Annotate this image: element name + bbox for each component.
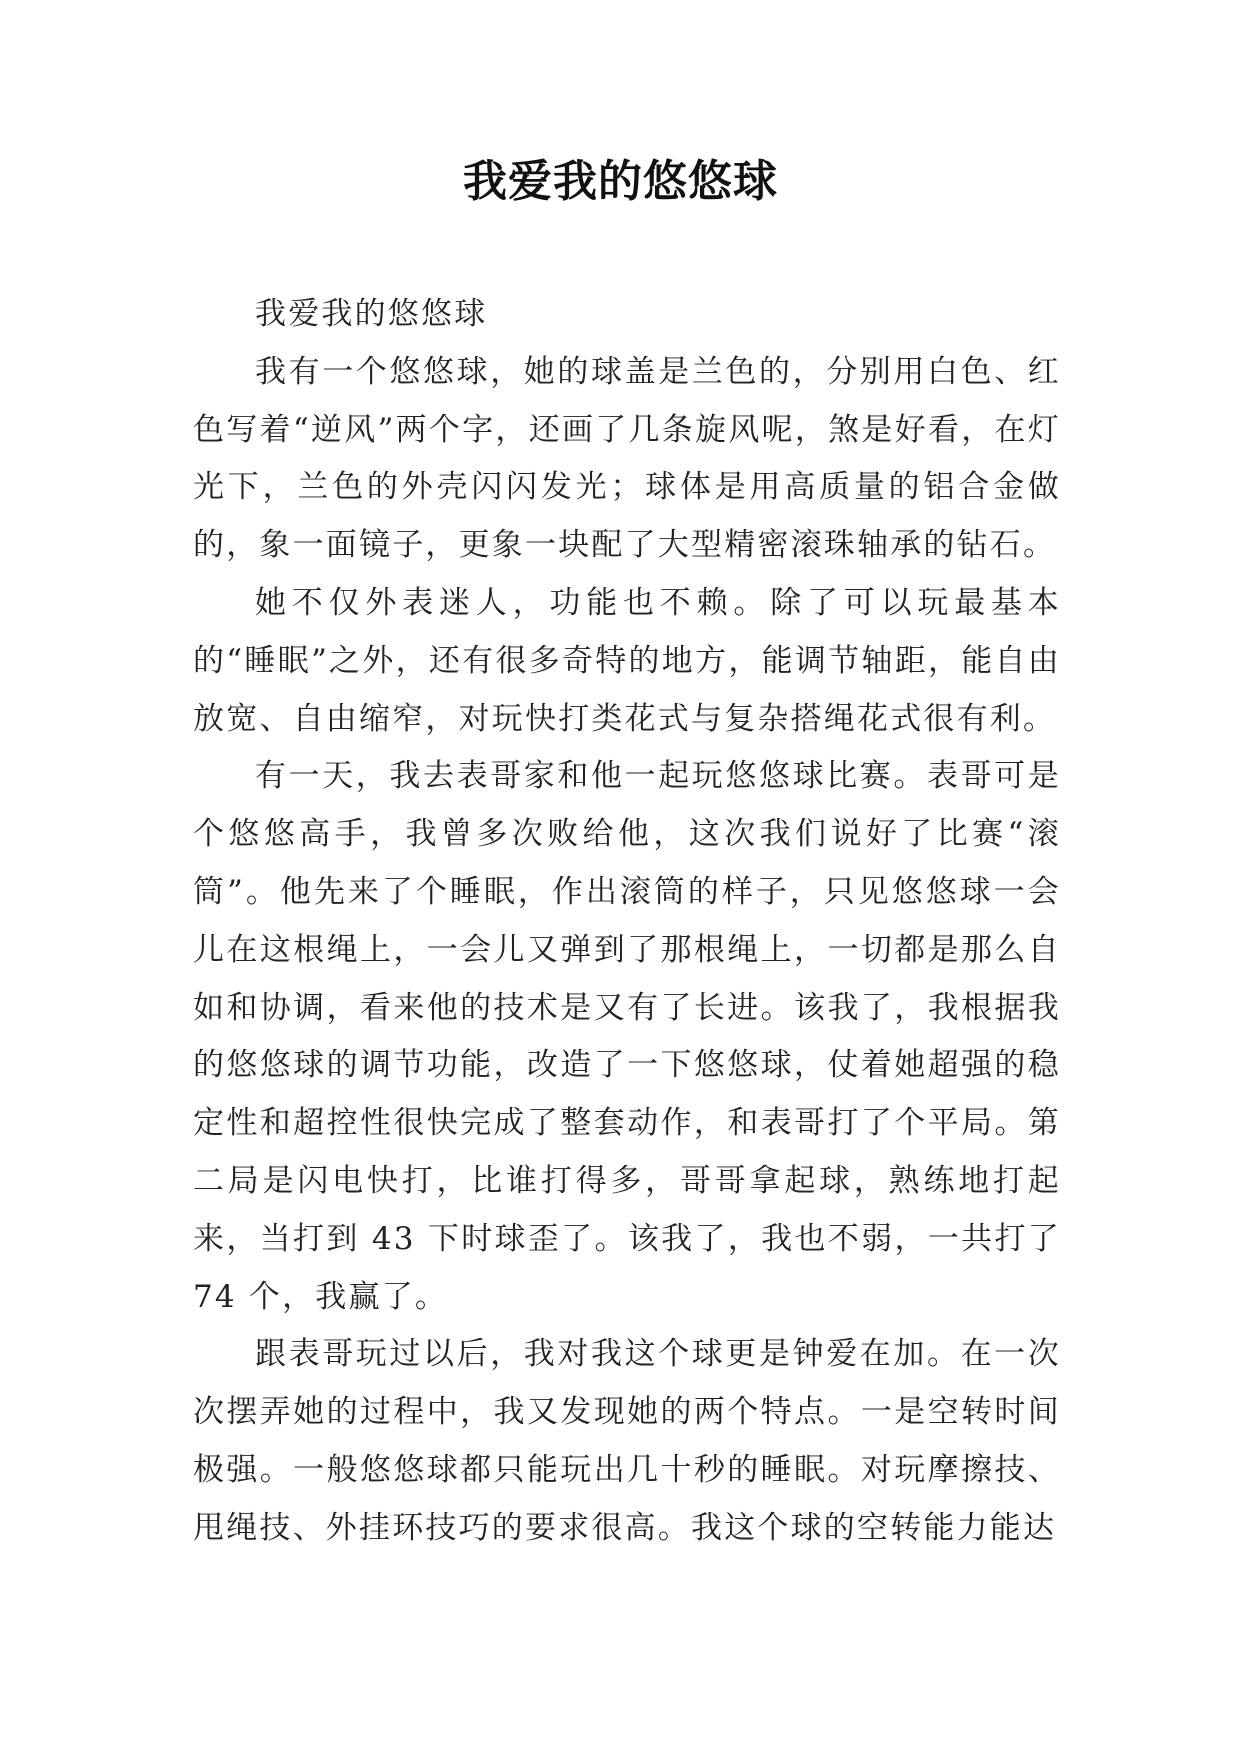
paragraph: 有一天，我去表哥家和他一起玩悠悠球比赛。表哥可是个悠悠高手，我曾多次败给他，这次我们说好了比赛“滚筒”。他先来了个睡眠，作出滚筒的样子，只见悠悠球一会儿在这根绳上，一会儿又弹到了那根绳上，一切都是那么自如和协调，看来他的技术是又有了长进。该我了，我根据我的悠悠球的调节功能，改造了一下悠悠球，仗着她超强的稳定性和超控性很快完成了整套动作，和表哥打了个平局。第二局是闪电快打，比谁打得多，哥哥拿起球，熟练地打起来，当打到 43 下时球歪了。该我了，我也不弱，一共打了 74 个，我赢了。 [193,758,1061,1315]
document-body [193,286,1061,1558]
paragraph: 她不仅外表迷人，功能也不赖。除了可以玩最基本的“睡眠”之外，还有很多奇特的地方，能调节轴距，能自由放宽、自由缩窄，对玩快打类花式与复杂搭绳花式很有利。 [193,584,1061,737]
paragraph: 跟表哥玩过以后，我对我这个球更是钟爱在加。在一次次摆弄她的过程中，我又发现她的两个特点。一是空转时间极强。一般悠悠球都只能玩出几十秒的睡眠。对玩摩擦技、甩绳技、外挂环技巧的要求很高。我这个球的空转能力能达 [193,1336,1061,1546]
paragraph: 我有一个悠悠球，她的球盖是兰色的，分别用白色、红色写着“逆风”两个字，还画了几条旋风呢，煞是好看，在灯光下，兰色的外壳闪闪发光；球体是用高质量的铝合金做的，象一面镜子，更象一块配了大型精密滚珠轴承的钻石。 [193,353,1061,564]
paragraph-subtitle: 我爱我的悠悠球 [255,296,488,332]
document-title: 我爱我的悠悠球 [463,156,778,207]
